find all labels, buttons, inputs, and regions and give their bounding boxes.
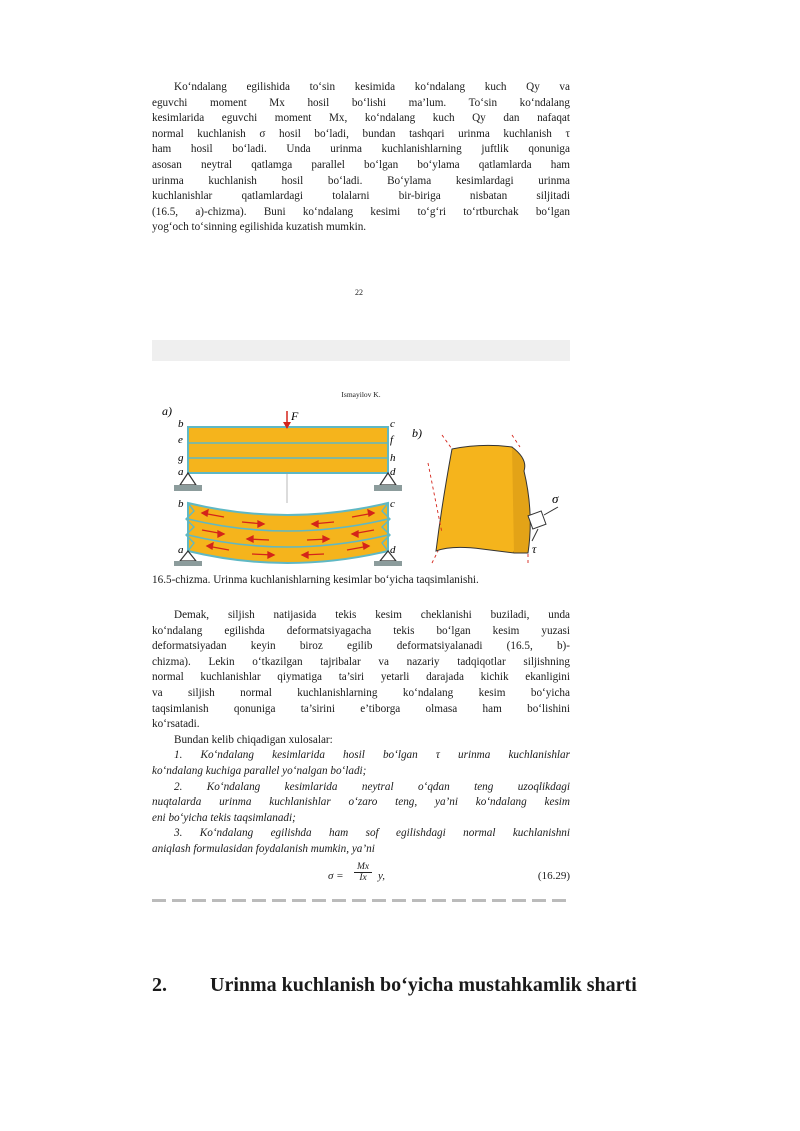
figure-16-5 — [152, 403, 570, 578]
body-paragraph — [152, 608, 570, 858]
point-label: e — [178, 434, 183, 446]
text-line: normal kuchlanishlar qiymatiga ta’siri yetarli darajada kichik ekanligini — [152, 671, 570, 684]
equation-denominator: Ix — [359, 873, 367, 883]
text-line: taqsimlanish qonuniga ta’sirini e’tiborga olmasa ham bo‘lishini — [152, 702, 570, 715]
beam-diagram — [152, 403, 570, 573]
cropped-line-remnant — [152, 896, 570, 902]
text-line: va siljish normal kuchlanishlarning ko‘ndalang kesim bo‘yicha — [152, 686, 570, 699]
conclusion-line: aniqlash formulasidan foydalanish mumkin, ya’ni — [152, 842, 375, 855]
label-a: a) — [162, 404, 172, 418]
point-label: c — [390, 418, 395, 430]
text-line: chizma). Lekin o‘tkazilgan tajribalar va nazariy tadqiqotlar siljishning — [152, 655, 570, 668]
text-line: asosan neytral qatlamga parallel bo‘lgan bo‘ylama qatlamlarda ham — [152, 158, 570, 171]
text-line: yog‘och to‘sinning egilishida kuzatish mumkin. — [152, 221, 367, 234]
sigma-label: σ — [552, 491, 559, 506]
label-b: b) — [412, 426, 422, 440]
point-label: b — [178, 418, 184, 430]
conclusion-line: 3. Ko‘ndalang egilishda ham sof egilishdagi normal kuchlanishni — [174, 827, 570, 840]
block-side-face — [512, 447, 530, 553]
text-line: ham hosil bo‘ladi. Unda urinma kuchlanishlarning juftlik qonuniga — [152, 143, 570, 156]
conclusion-line: eni bo‘yicha tekis taqsimlanadi; — [152, 811, 296, 824]
equation-lhs: σ = — [328, 870, 344, 882]
text-line: Demak, siljish natijasida tekis kesim cheklanishi buziladi, unda — [174, 609, 570, 621]
dashed-guide — [428, 463, 442, 533]
page-number: 22 — [355, 288, 363, 297]
point-label: h — [390, 452, 396, 464]
equation-16-29 — [152, 862, 570, 892]
page-break-band — [152, 340, 570, 361]
text-line: urinma kuchlanish hosil bo‘ladi. Bo‘ylama kesimlardagi urinma — [152, 174, 570, 187]
text-line: Ko‘ndalang egilishida to‘sin kesimida ko‘ndalang kuch Qy va — [174, 81, 570, 93]
text-line: normal kuchlanish σ hosil bo‘ladi, bundan tashqari urinma kuchlanish τ — [152, 127, 570, 140]
text-line: kesimlarida eguvchi moment Mx, ko‘ndalang kuch Qy dan nafaqat — [152, 112, 570, 125]
roller-support-right — [374, 473, 402, 491]
text-line: deformatsiyadan keyin biroz egilib deformatsiyalanadi (16.5, b)- — [152, 640, 570, 653]
point-label: b — [178, 498, 184, 510]
point-label: a — [178, 544, 184, 556]
text-line: ko‘rsatadi. — [152, 718, 200, 731]
text-line: kuchlanishlar qatlamlardagi tolalarni bir-biriga nisbatan siljitadi — [152, 190, 570, 203]
beam-undeformed — [188, 427, 388, 473]
point-label: d — [390, 466, 396, 478]
point-label: c — [390, 498, 395, 510]
equation-number: (16.29) — [537, 870, 570, 882]
tau-arrow — [532, 529, 538, 541]
conclusion-line: 2. Ko‘ndalang kesimlarida neytral o‘qdan teng uzoqlikdagi — [174, 780, 570, 793]
conclusion-line: ko‘ndalang kuchiga parallel yo‘nalgan bo‘ladi; — [152, 764, 367, 777]
conclusion-line: 1. Ko‘ndalang kesimlarida hosil bo‘lgan τ urinma kuchlanishlar — [174, 749, 570, 762]
equation-numerator: Mx — [354, 862, 372, 873]
equation-rhs: y, — [378, 870, 386, 882]
intro-paragraph — [152, 80, 570, 236]
section-heading — [152, 974, 637, 997]
point-label: f — [390, 434, 394, 446]
section-number: 2. — [152, 974, 167, 996]
section-title: Urinma kuchlanish bo‘yicha mustahkamlik sharti — [210, 974, 637, 996]
point-label: g — [178, 452, 184, 464]
equation-fraction — [354, 862, 372, 883]
conclusions-lead: Bundan kelib chiqadigan xulosalar: — [174, 733, 333, 746]
point-label: d — [390, 544, 396, 556]
sigma-arrow — [544, 507, 558, 515]
figure-caption: 16.5-chizma. Urinma kuchlanishlarning kesimlar bo‘yicha taqsimlanishi. — [152, 574, 479, 586]
deformed-section-block — [436, 445, 521, 553]
point-label: a — [178, 466, 184, 478]
conclusion-line: nuqtalarda urinma kuchlanishlar o‘zaro teng, ya’ni ko‘ndalang kesim — [152, 796, 570, 809]
running-header: Ismayilov K. — [341, 390, 381, 399]
text-line: eguvchi moment Mx hosil bo‘lishi ma’lum. To‘sin ko‘ndalang — [152, 96, 570, 109]
tau-label: τ — [532, 542, 537, 556]
text-line: ko‘ndalang egilishda deformatsiyagacha tekis bo‘lgan kesim yuzasi — [152, 624, 570, 637]
text-line: (16.5, a)-chizma). Buni ko‘ndalang kesimi to‘g‘ri to‘rtburchak bo‘lgan — [152, 205, 570, 218]
force-label: F — [291, 409, 299, 423]
